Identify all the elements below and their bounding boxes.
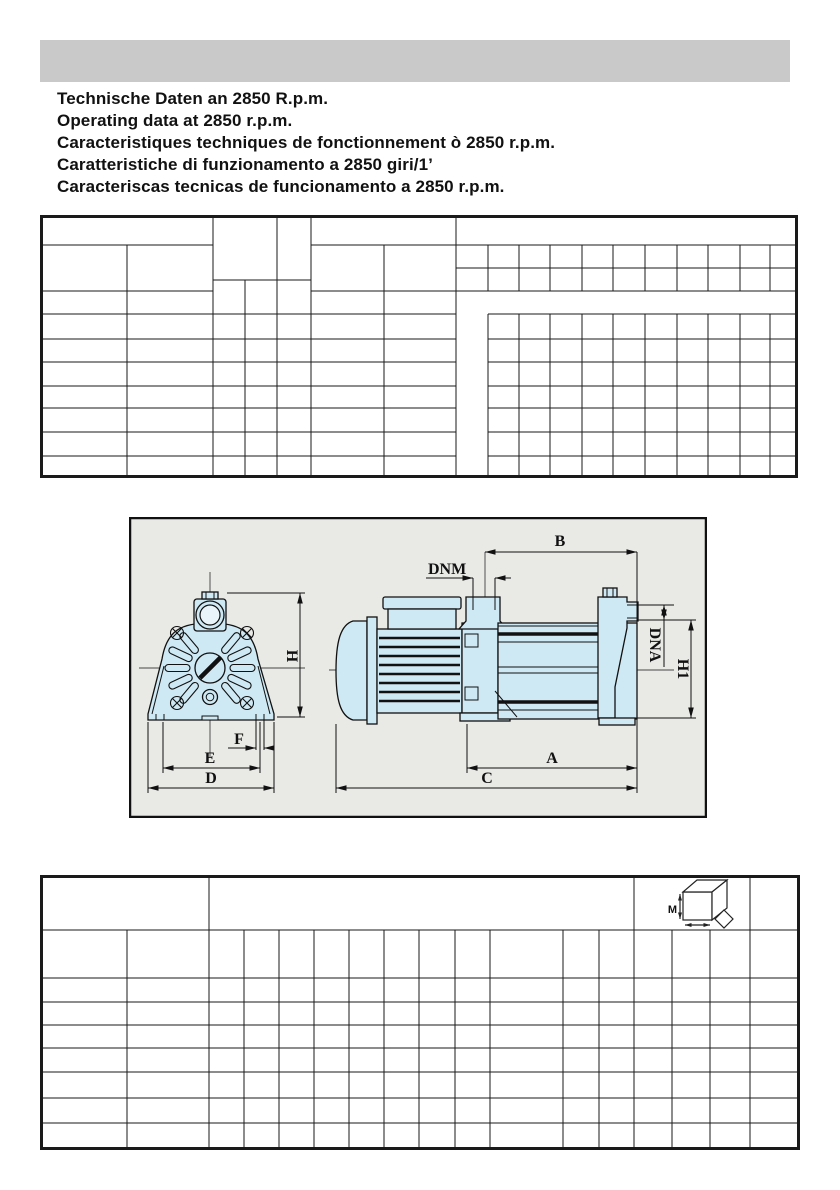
terminal-box-lid: [383, 597, 461, 609]
drawing-panel: [129, 517, 707, 818]
pump-top-cap: [202, 592, 218, 599]
suction-port-inner-circle: [200, 605, 220, 625]
table-grid-lines: [40, 215, 798, 478]
fan-cover: [336, 621, 367, 720]
operating-data-table: [40, 215, 798, 478]
dim-label-d: D: [205, 770, 217, 787]
dim-label-f: F: [234, 731, 244, 748]
dim-label-dna: DNA: [646, 627, 663, 663]
dim-label-dnm: DNM: [428, 561, 467, 578]
title-english: Operating data at 2850 r.p.m.: [57, 111, 293, 130]
title-german: Technische Daten an 2850 R.p.m.: [57, 89, 329, 108]
title-block: [57, 88, 797, 198]
dim-label-e: E: [204, 750, 216, 767]
weight-dimensions-cube-icon: [668, 880, 733, 928]
dim-label-b: B: [554, 533, 566, 550]
end-foot: [599, 718, 635, 725]
dim-label-c: C: [481, 770, 493, 787]
dimensions-table: [40, 875, 800, 1150]
title-french: Caracteristiques techniques de fonctionnement ò 2850 r.p.m.: [57, 133, 556, 152]
foot-center-tab: [202, 716, 218, 720]
dim-label-h: H: [283, 649, 300, 663]
table-border: [42, 217, 797, 477]
top-gray-bar: [40, 40, 790, 82]
pump-dimension-drawing: [129, 517, 707, 818]
motor-ring: [367, 617, 377, 724]
dim-label-h1: H1: [674, 658, 691, 680]
dim-label-a: A: [546, 750, 558, 767]
title-italian: Caratteristiche di funzionamento a 2850 giri/1’: [57, 155, 433, 174]
mass-label: M: [667, 904, 677, 916]
end-bolt: [603, 588, 617, 597]
title-spanish: Caracteriscas tecnicas de funcionamento a 2850 r.p.m.: [57, 177, 505, 196]
terminal-box: [388, 609, 456, 629]
drain-plug-circle: [203, 690, 218, 705]
